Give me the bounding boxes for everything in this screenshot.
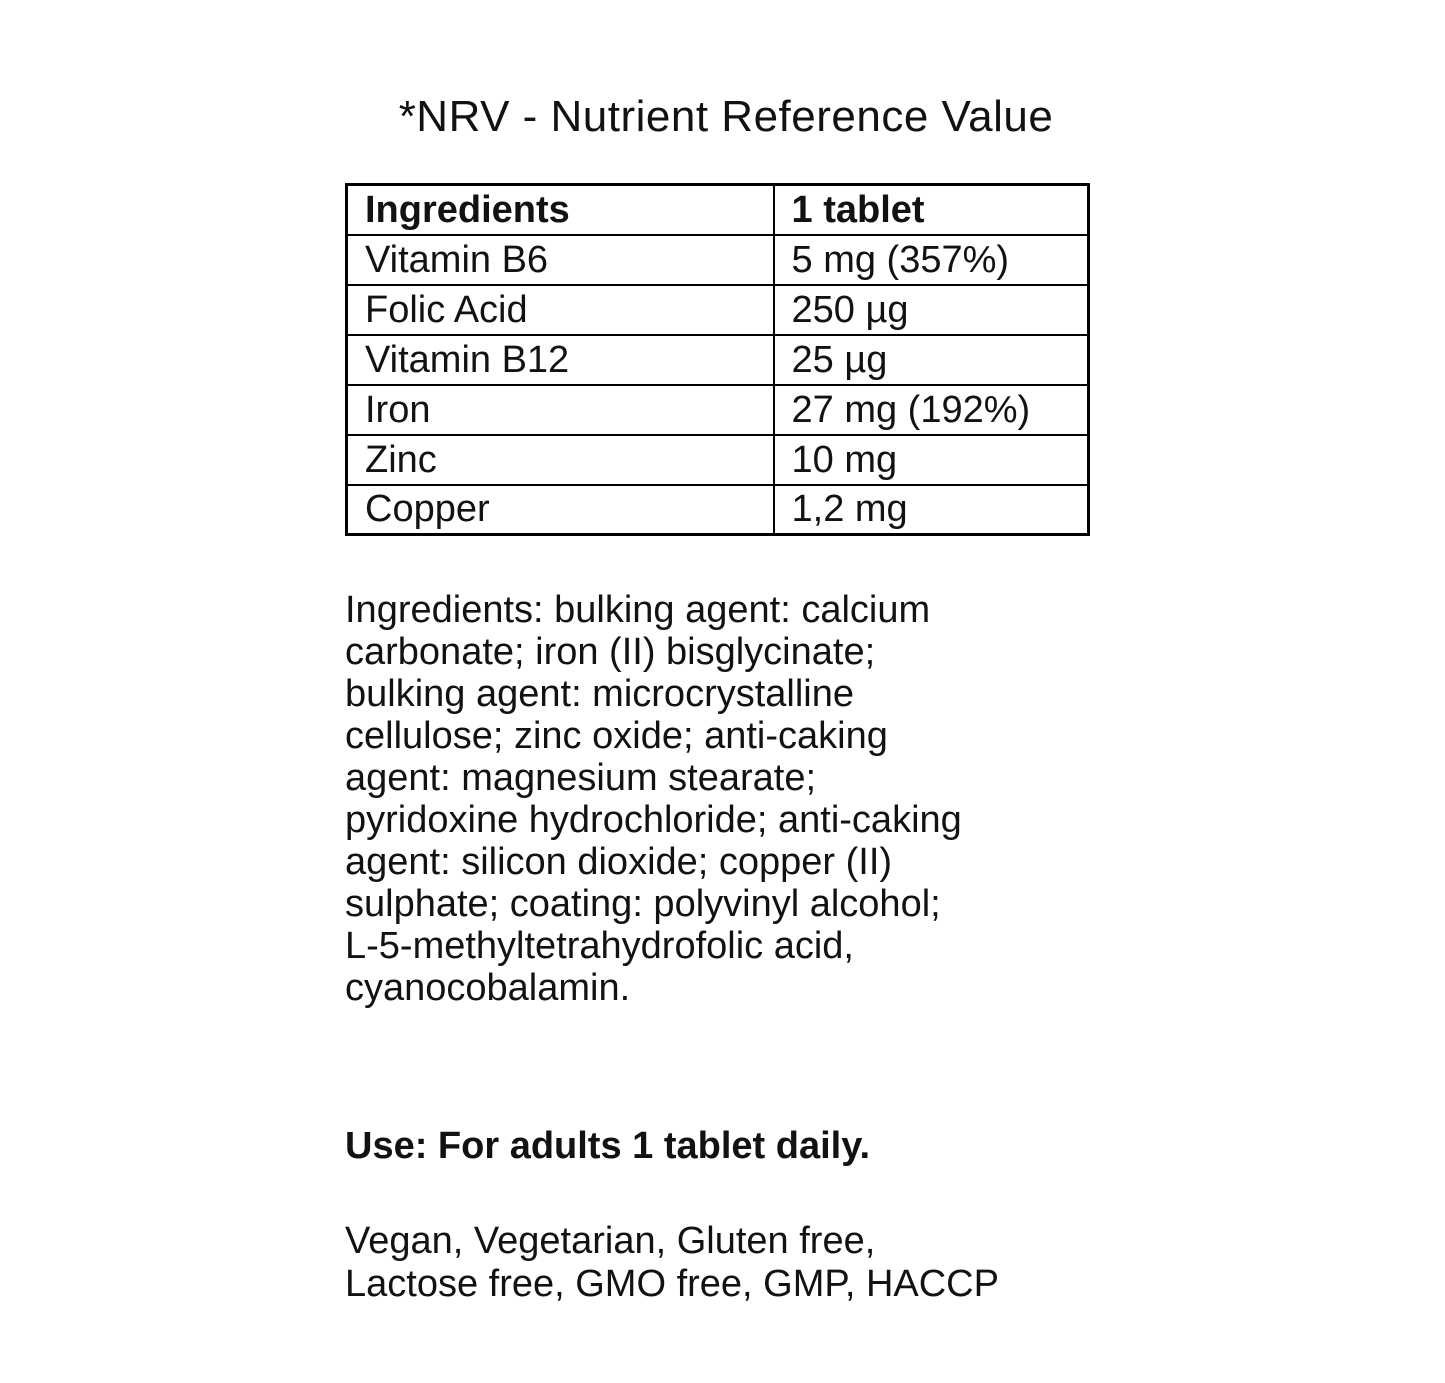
table-header-row [347, 185, 1089, 235]
ingredient-name-cell: Folic Acid [347, 285, 774, 335]
ingredient-amount-cell: 5 mg (357%) [774, 235, 1089, 285]
text-line: L-5-methyltetrahydrofolic acid, [345, 925, 854, 967]
ingredient-amount-cell: 250 µg [774, 285, 1089, 335]
ingredient-name-cell: Iron [347, 385, 774, 435]
text-line: agent: silicon dioxide; copper (II) [345, 841, 893, 883]
ingredient-name-cell: Copper [347, 485, 774, 535]
certifications [345, 1220, 1107, 1306]
text-line: pyridoxine hydrochloride; anti-caking [345, 799, 962, 841]
text-line: sulphate; coating: polyvinyl alcohol; [345, 883, 941, 925]
ingredient-name-cell: Vitamin B6 [347, 235, 774, 285]
text-line: bulking agent: microcrystalline [345, 673, 855, 715]
table-row [347, 435, 1089, 485]
nutrient-table [345, 183, 1090, 536]
table-row [347, 235, 1089, 285]
ingredient-amount-cell: 1,2 mg [774, 485, 1089, 535]
text-line: Vegan, Vegetarian, Gluten free, [345, 1220, 876, 1262]
text-line: Ingredients: bulking agent: calcium [345, 589, 931, 631]
table-row [347, 485, 1089, 535]
ingredient-name-cell: Zinc [347, 435, 774, 485]
text-line: agent: magnesium stearate; [345, 757, 817, 799]
text-line: cellulose; zinc oxide; anti-caking [345, 715, 888, 757]
ingredients-paragraph [345, 589, 1107, 1009]
usage-instructions: Use: For adults 1 tablet daily. [345, 1125, 871, 1167]
ingredient-name-cell: Vitamin B12 [347, 335, 774, 385]
text-line: cyanocobalamin. [345, 967, 631, 1009]
amount-column-header: 1 tablet [774, 185, 1089, 235]
text-line: carbonate; iron (II) bisglycinate; [345, 631, 876, 673]
table-row [347, 285, 1089, 335]
ingredient-amount-cell: 25 µg [774, 335, 1089, 385]
ingredients-column-header: Ingredients [347, 185, 774, 235]
text-line: Lactose free, GMO free, GMP, HACCP [345, 1263, 999, 1305]
nrv-title: *NRV - Nutrient Reference Value [398, 92, 1054, 141]
label-content [345, 0, 1107, 1306]
table-row [347, 335, 1089, 385]
ingredient-amount-cell: 27 mg (192%) [774, 385, 1089, 435]
nutrient-table-body [347, 235, 1089, 535]
table-row [347, 385, 1089, 435]
ingredient-amount-cell: 10 mg [774, 435, 1089, 485]
